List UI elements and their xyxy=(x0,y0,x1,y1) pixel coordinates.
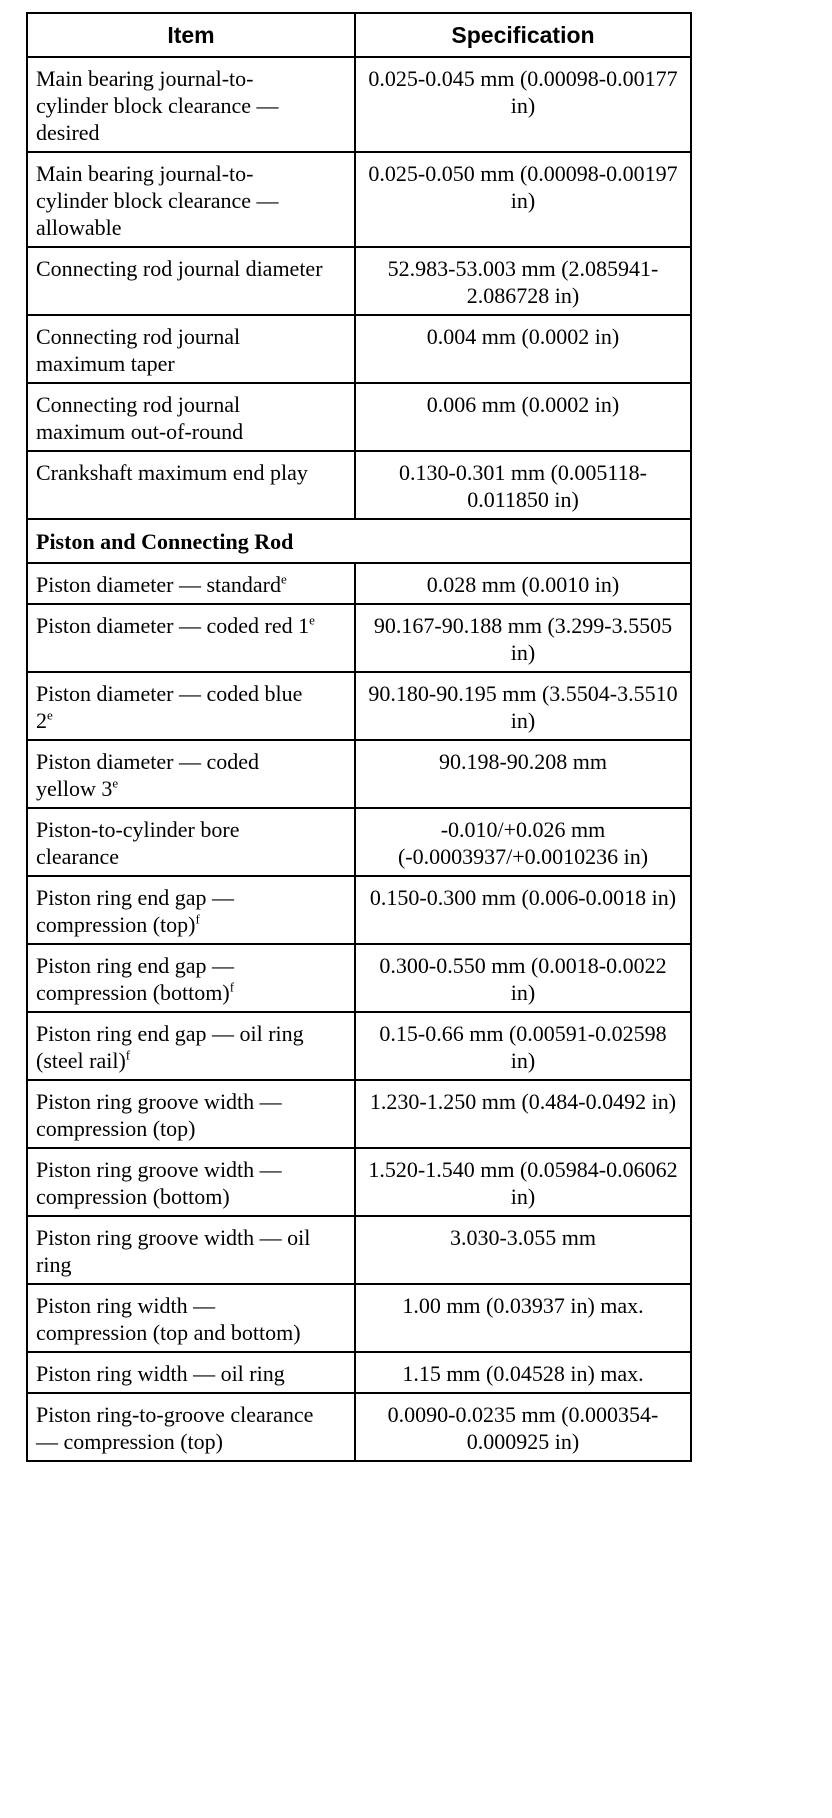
item-cell xyxy=(27,1080,355,1148)
spec-cell: 1.00 mm (0.03937 in) max. xyxy=(355,1284,691,1352)
item-text: Piston ring groove width — compression (bottom) xyxy=(36,1157,282,1209)
item-text: Connecting rod journal maximum out-of-round xyxy=(36,392,244,444)
spec-cell: 0.300-0.550 mm (0.0018-0.0022 in) xyxy=(355,944,691,1012)
footnote-marker: f xyxy=(229,979,235,995)
spec-cell: 0.15-0.66 mm (0.00591-0.02598 in) xyxy=(355,1012,691,1080)
table-row xyxy=(27,1393,691,1461)
item-text: Piston-to-cylinder bore clearance xyxy=(36,817,240,869)
item-text: Main bearing journal-to-cylinder block clearance — desired xyxy=(36,66,279,145)
spec-cell: 0.025-0.050 mm (0.00098-0.00197 in) xyxy=(355,152,691,247)
spec-cell: 0.006 mm (0.0002 in) xyxy=(355,383,691,451)
item-text: Piston ring groove width — compression (top) xyxy=(36,1089,282,1141)
table-row xyxy=(27,57,691,152)
item-cell xyxy=(27,876,355,944)
item-cell xyxy=(27,563,355,604)
table-row xyxy=(27,672,691,740)
item-cell xyxy=(27,1393,355,1461)
footnote-marker: f xyxy=(125,1047,131,1063)
item-cell xyxy=(27,1284,355,1352)
spec-cell: 52.983-53.003 mm (2.085941-2.086728 in) xyxy=(355,247,691,315)
item-cell xyxy=(27,1216,355,1284)
spec-cell: 0.130-0.301 mm (0.005118-0.011850 in) xyxy=(355,451,691,519)
item-text: Piston ring width — compression (top and bottom) xyxy=(36,1293,301,1345)
table-row xyxy=(27,808,691,876)
table-row xyxy=(27,383,691,451)
table-row xyxy=(27,604,691,672)
spec-cell: -0.010/+0.026 mm (-0.0003937/+0.0010236 in) xyxy=(355,808,691,876)
item-text: Piston diameter — standard xyxy=(36,572,282,597)
table-row xyxy=(27,1080,691,1148)
spec-cell: 0.0090-0.0235 mm (0.000354-0.000925 in) xyxy=(355,1393,691,1461)
item-text: Piston diameter — coded red 1 xyxy=(36,613,310,638)
table-row xyxy=(27,1284,691,1352)
item-cell xyxy=(27,944,355,1012)
item-cell xyxy=(27,247,355,315)
item-text: Connecting rod journal diameter xyxy=(36,256,323,281)
footnote-marker: f xyxy=(195,911,200,927)
item-text: Crankshaft maximum end play xyxy=(36,460,308,485)
table-header xyxy=(27,13,691,57)
section-row xyxy=(27,519,691,563)
spec-cell: 0.028 mm (0.0010 in) xyxy=(355,563,691,604)
table-row xyxy=(27,1012,691,1080)
item-cell xyxy=(27,57,355,152)
table-row xyxy=(27,876,691,944)
specification-table xyxy=(26,12,692,1462)
item-cell xyxy=(27,315,355,383)
footnote-marker: e xyxy=(112,775,119,791)
item-cell xyxy=(27,451,355,519)
item-cell xyxy=(27,1012,355,1080)
spec-cell: 0.150-0.300 mm (0.006-0.0018 in) xyxy=(355,876,691,944)
item-text: Piston ring groove width — oil ring xyxy=(36,1225,311,1277)
spec-cell: 0.004 mm (0.0002 in) xyxy=(355,315,691,383)
table-row xyxy=(27,1148,691,1216)
spec-cell: 1.520-1.540 mm (0.05984-0.06062 in) xyxy=(355,1148,691,1216)
item-text: Piston ring end gap — oil ring (steel rail) xyxy=(36,1021,304,1073)
header-row xyxy=(27,13,691,57)
spec-cell: 0.025-0.045 mm (0.00098-0.00177 in) xyxy=(355,57,691,152)
table-row xyxy=(27,563,691,604)
spec-cell: 3.030-3.055 mm xyxy=(355,1216,691,1284)
item-cell xyxy=(27,740,355,808)
table-row xyxy=(27,944,691,1012)
item-column-header: Item xyxy=(27,13,355,57)
spec-cell: 1.230-1.250 mm (0.484-0.0492 in) xyxy=(355,1080,691,1148)
footnote-marker: e xyxy=(281,571,287,587)
spec-cell: 90.180-90.195 mm (3.5504-3.5510 in) xyxy=(355,672,691,740)
item-text: Connecting rod journal maximum taper xyxy=(36,324,241,376)
item-cell xyxy=(27,152,355,247)
item-cell xyxy=(27,604,355,672)
footnote-marker: e xyxy=(309,612,315,628)
item-cell xyxy=(27,1148,355,1216)
item-cell xyxy=(27,383,355,451)
item-text: Piston ring end gap — compression (bottom) xyxy=(36,953,234,1005)
table-row xyxy=(27,740,691,808)
table-row xyxy=(27,1352,691,1393)
table-body xyxy=(27,57,691,1461)
table-row xyxy=(27,315,691,383)
spec-cell: 90.198-90.208 mm xyxy=(355,740,691,808)
item-text: Main bearing journal-to-cylinder block clearance — allowable xyxy=(36,161,279,240)
spec-cell: 90.167-90.188 mm (3.299-3.5505 in) xyxy=(355,604,691,672)
specification-column-header: Specification xyxy=(355,13,691,57)
item-text: Piston ring-to-groove clearance — compression (top) xyxy=(36,1402,314,1454)
table-row xyxy=(27,152,691,247)
table-row xyxy=(27,1216,691,1284)
item-cell xyxy=(27,672,355,740)
item-text: Piston ring width — oil ring xyxy=(36,1361,285,1386)
spec-cell: 1.15 mm (0.04528 in) max. xyxy=(355,1352,691,1393)
section-title: Piston and Connecting Rod xyxy=(27,519,691,563)
item-text: Piston diameter — coded yellow 3 xyxy=(36,749,260,801)
item-text: Piston diameter — coded blue 2 xyxy=(36,681,303,733)
footnote-marker: e xyxy=(47,707,53,723)
item-cell xyxy=(27,808,355,876)
table-row xyxy=(27,247,691,315)
table-row xyxy=(27,451,691,519)
item-cell xyxy=(27,1352,355,1393)
item-text: Piston ring end gap — compression (top) xyxy=(36,885,234,937)
